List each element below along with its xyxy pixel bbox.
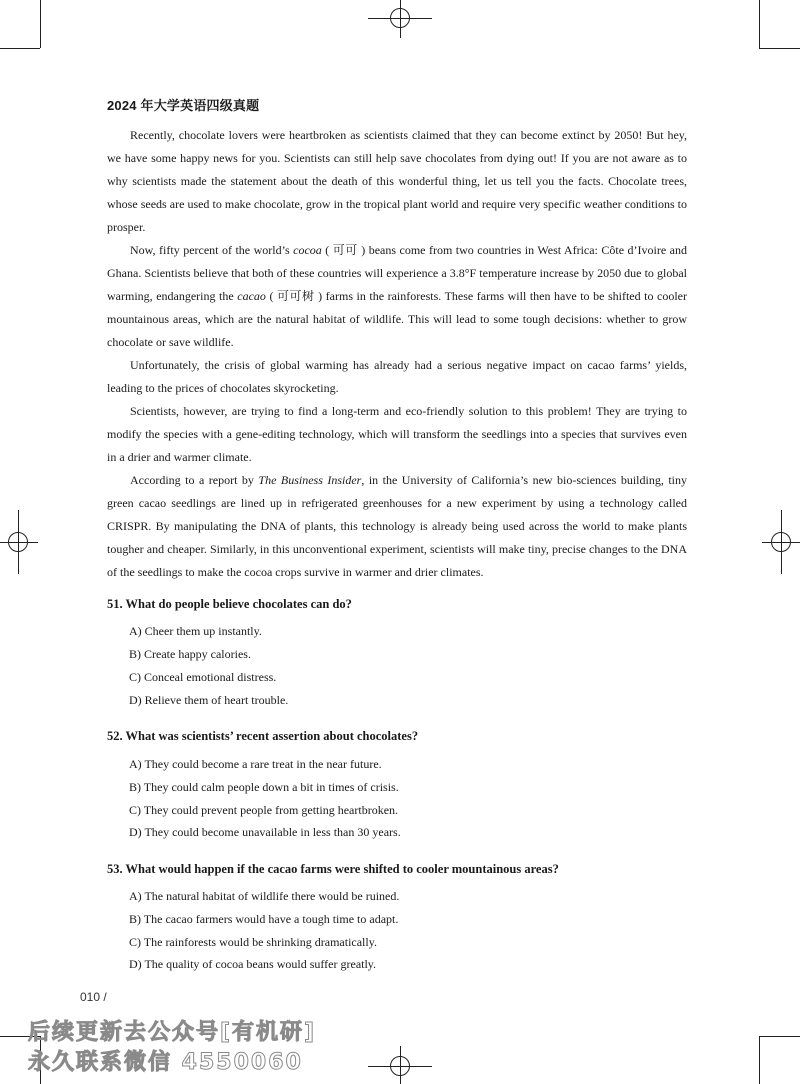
page-number: 010 / — [80, 990, 107, 1004]
option-51-a[interactable]: A) Cheer them up instantly. — [129, 624, 262, 638]
question-51: 51. What do people believe chocolates can do? — [107, 597, 352, 611]
passage-paragraph-1: Recently, chocolate lovers were heartbroken as scientists claimed that they can become extinct by 2050! But hey, we have some happy news for you. Scientists can still help save chocolates from dying out! If you are not aware as to why scientists made the statement about the death of this wonderful thing, let us tell you the facts. Chocolate trees, whose seeds are used to make chocolate, grow in the tropical plant world and require very specific weather conditions to prosper. — [107, 128, 687, 234]
reading-passage — [107, 124, 687, 584]
option-53-c[interactable]: C) The rainforests would be shrinking dramatically. — [129, 935, 377, 949]
question-52: 52. What was scientists’ recent assertion about chocolates? — [107, 729, 419, 743]
passage-paragraph-2: Now, fifty percent of the world’s cocoa ( 可可 ) beans come from two countries in West Africa: Côte d’Ivoire and Ghana. Scientists believe that both of these countries will experience a 3.8°F temperature increase by 2050 due to global warming, endangering the cacao ( 可可树 ) farms in the rainforests. These farms will then have to be shifted to cooler mountainous areas, which are the natural habitat of wildlife. This will lead to some tough decisions: whether to grow chocolate or save wildlife. — [107, 243, 687, 349]
option-53-b[interactable]: B) The cacao farmers would have a tough time to adapt. — [129, 912, 399, 926]
passage-paragraph-3: Unfortunately, the crisis of global warming has already had a serious negative impact on cacao farms’ yields, leading to the prices of chocolates skyrocketing. — [107, 358, 687, 395]
option-52-a[interactable]: A) They could become a rare treat in the near future. — [129, 757, 382, 771]
watermark-line-1: 后续更新去公众号[有机研] — [28, 1020, 317, 1045]
option-51-c[interactable]: C) Conceal emotional distress. — [129, 670, 277, 684]
option-52-c[interactable]: C) They could prevent people from getting heartbroken. — [129, 803, 399, 817]
option-51-d[interactable]: D) Relieve them of heart trouble. — [129, 693, 289, 707]
source-title: The Business Insider — [258, 473, 362, 487]
term-cacao: cacao — [237, 289, 266, 303]
option-52-d[interactable]: D) They could become unavailable in less than 30 years. — [129, 825, 401, 839]
passage-paragraph-5: According to a report by The Business Insider, in the University of California’s new bio-sciences building, tiny green cacao seedlings are lined up in refrigerated greenhouses for a new experiment by using a technology called CRISPR. By manipulating the DNA of plants, this technology is already being used across the world to make plants tougher and cheaper. Similarly, in this unconventional experiment, scientists will make tiny, precise changes to the DNA of the seedlings to make the cocoa crops survive in warmer and drier climates. — [107, 473, 687, 579]
page-header-title: 2024 年大学英语四级真题 — [107, 98, 260, 113]
option-51-b[interactable]: B) Create happy calories. — [129, 647, 251, 661]
question-53: 53. What would happen if the cacao farms were shifted to cooler mountainous areas? — [107, 862, 559, 876]
watermark-line-2: 永久联系微信 4550060 — [28, 1050, 303, 1075]
option-53-a[interactable]: A) The natural habitat of wildlife there would be ruined. — [129, 889, 400, 903]
option-53-d[interactable]: D) The quality of cocoa beans would suffer greatly. — [129, 957, 377, 971]
term-cocoa: cocoa — [293, 243, 322, 257]
option-52-b[interactable]: B) They could calm people down a bit in times of crisis. — [129, 780, 399, 794]
passage-paragraph-4: Scientists, however, are trying to find a long-term and eco-friendly solution to this problem! They are trying to modify the species with a gene-editing technology, which will transform the seedlings into a species that survives even in a drier and warmer climate. — [107, 404, 687, 464]
